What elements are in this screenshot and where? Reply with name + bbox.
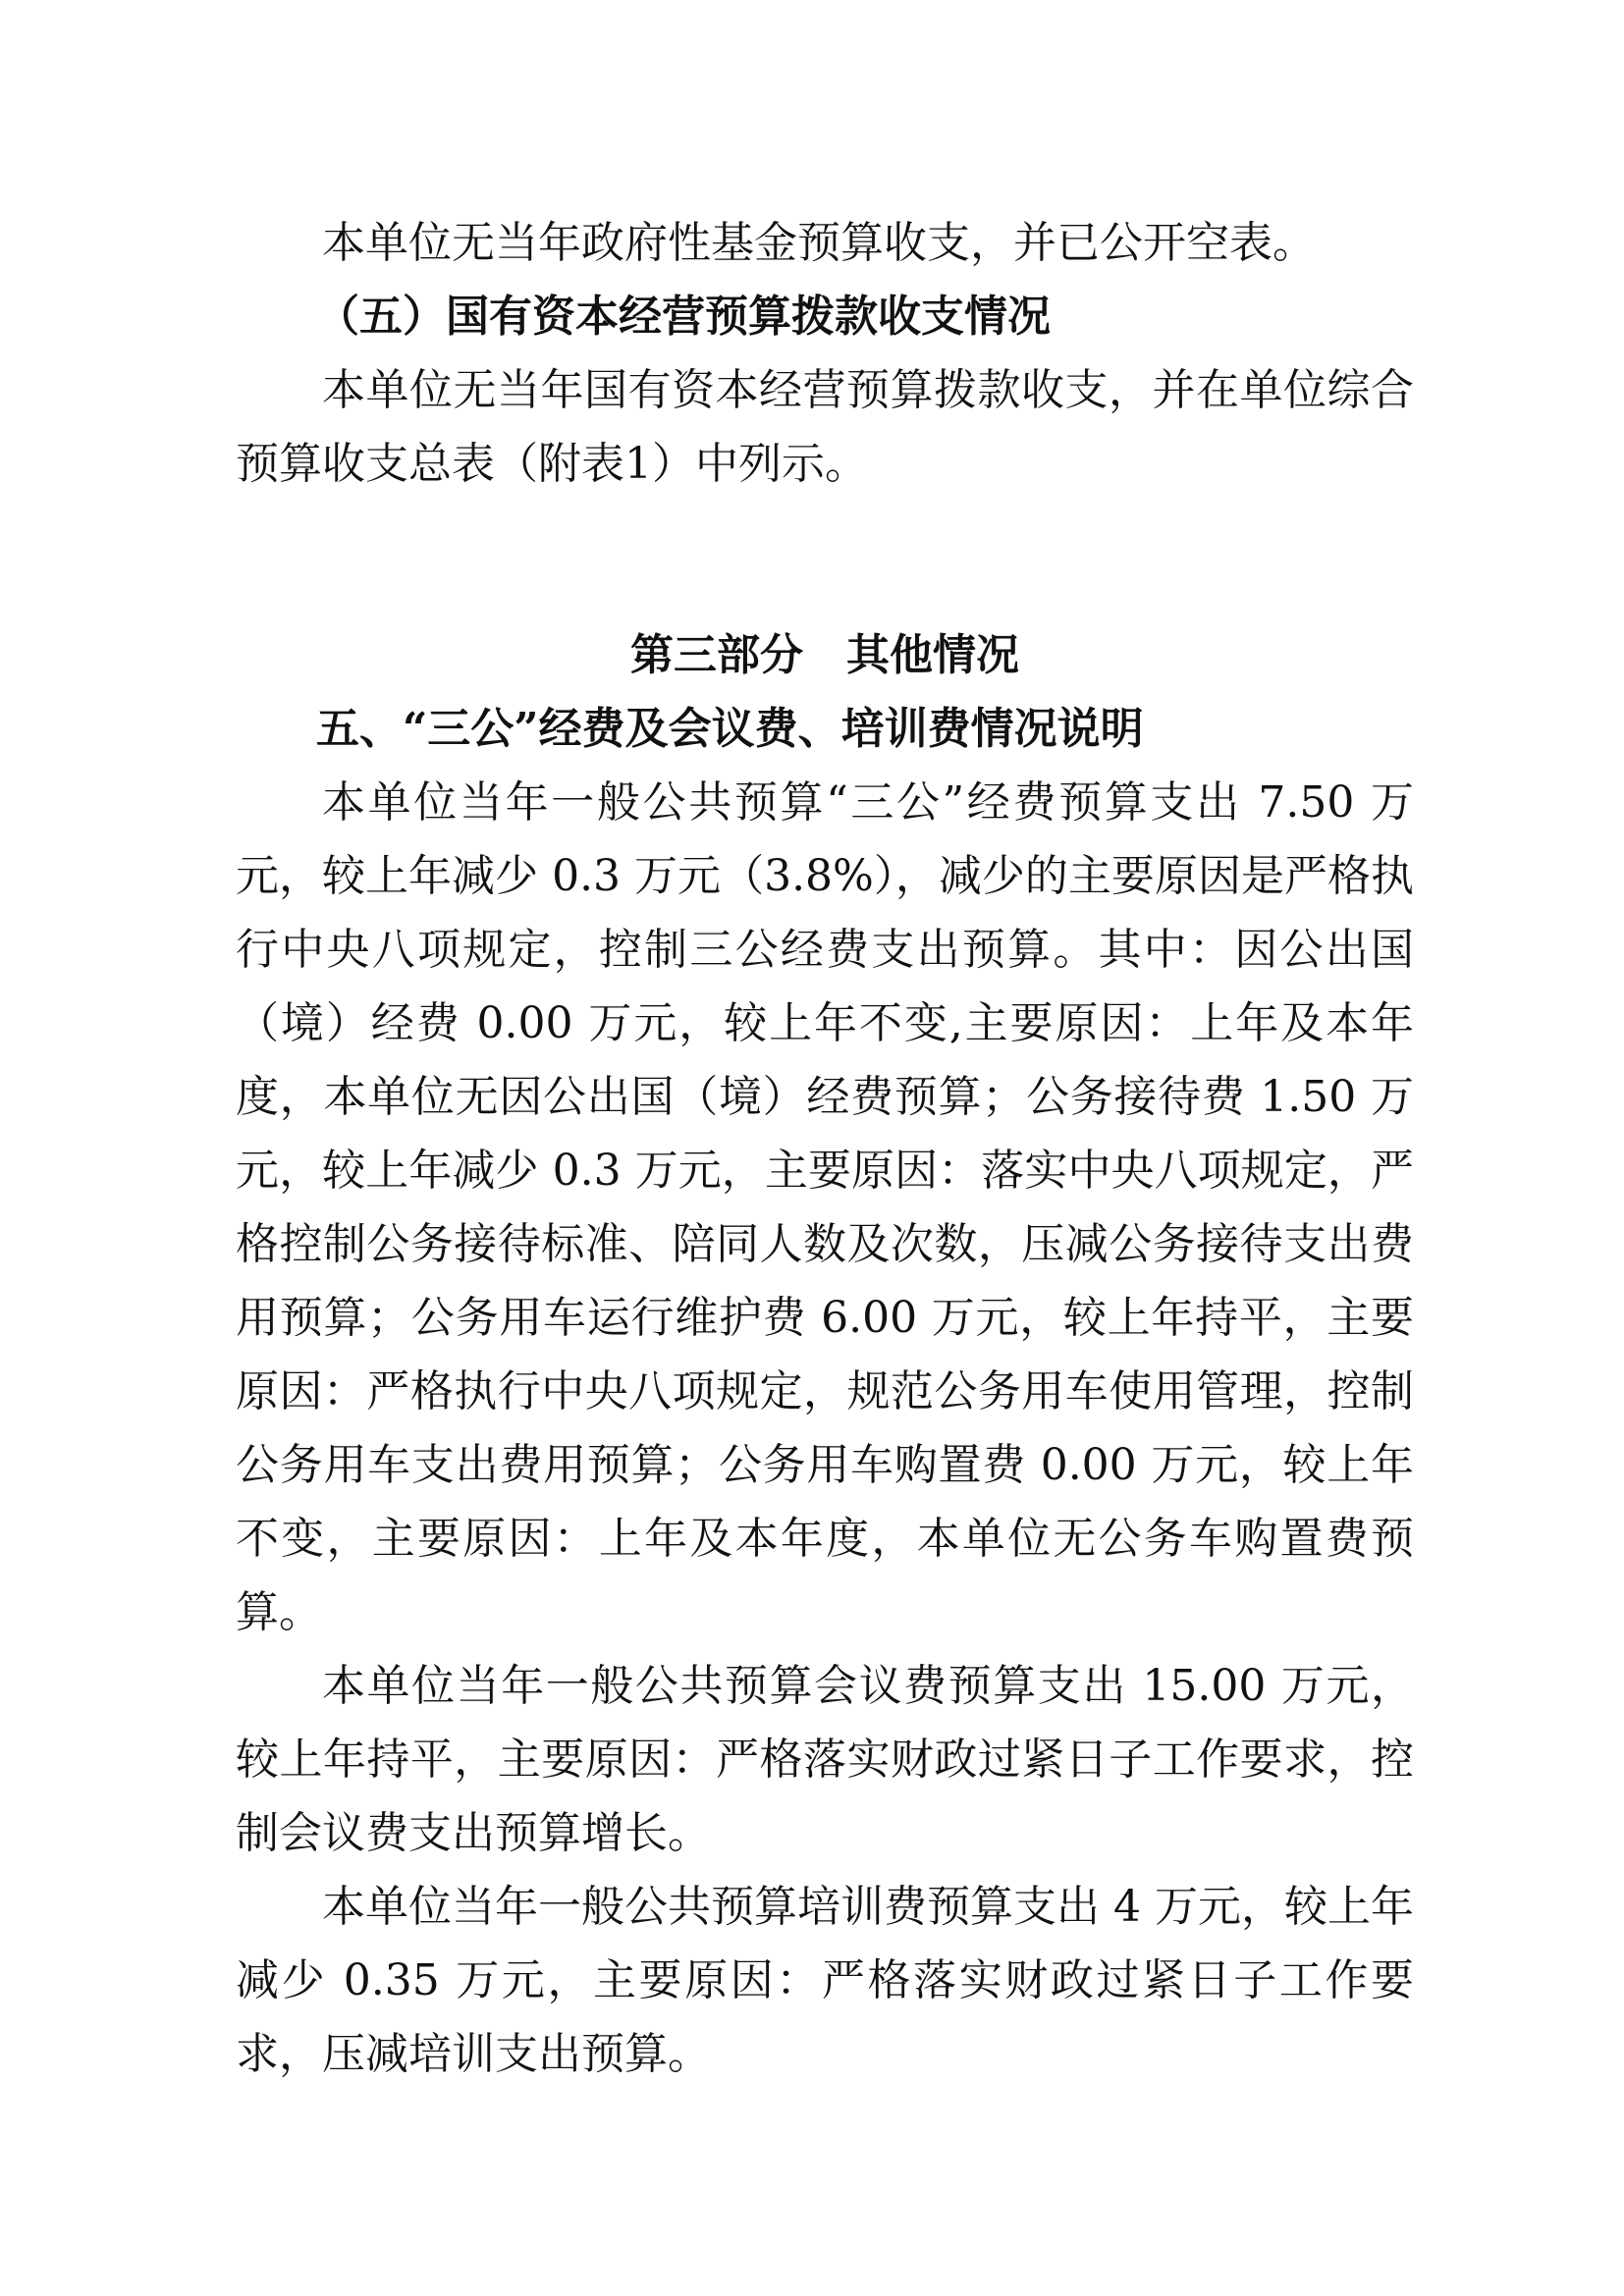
paragraph-state-capital: 本单位无当年国有资本经营预算拨款收支，并在单位综合预算收支总表（附表1）中列示。 xyxy=(236,365,1414,489)
paragraph-government-fund: 本单位无当年政府性基金预算收支，并已公开空表。 xyxy=(322,218,1316,268)
document-page xyxy=(236,206,1414,2091)
paragraph-meeting-fees: 本单位当年一般公共预算会议费预算支出 15.00 万元，较上年持平，主要原因：严格落实财政过紧日子工作要求，控制会议费支出预算增长。 xyxy=(236,1661,1414,1858)
section-heading-state-capital: （五）国有资本经营预算拨款收支情况 xyxy=(316,292,1051,342)
paragraph-three-public-expenses: 本单位当年一般公共预算“三公”经费预算支出 7.50 万元，较上年减少 0.3 万元（3.8%），减少的主要原因是严格执行中央八项规定，控制三公经费支出预算。其中：因公出国（境）经费 0.00 万元，较上年不变,主要原因：上年及本年度，本单位无因公出国（境）经费预算；公务接待费 1.50 万元，较上年减少 0.3 万元，主要原因：落实中央八项规定，严格控制公务接待标准、陪同人数及次数，压减公务接待支出费用预算；公务用车运行维护费 6.00 万元，较上年持平，主要原因：严格执行中央八项规定，规范公务用车使用管理，控制公务用车支出费用预算；公务用车购置费 0.00 万元，较上年不变，主要原因：上年及本年度，本单位无公务车购置费预算。 xyxy=(236,777,1414,1637)
spacer xyxy=(236,501,1414,618)
part-title: 第三部分 其他情况 xyxy=(630,630,1019,680)
section-heading-three-public: 五、“三公”经费及会议费、培训费情况说明 xyxy=(316,704,1144,754)
paragraph-training-fees: 本单位当年一般公共预算培训费预算支出 4 万元，较上年减少 0.35 万元，主要原因：严格落实财政过紧日子工作要求，压减培训支出预算。 xyxy=(236,1882,1414,2079)
